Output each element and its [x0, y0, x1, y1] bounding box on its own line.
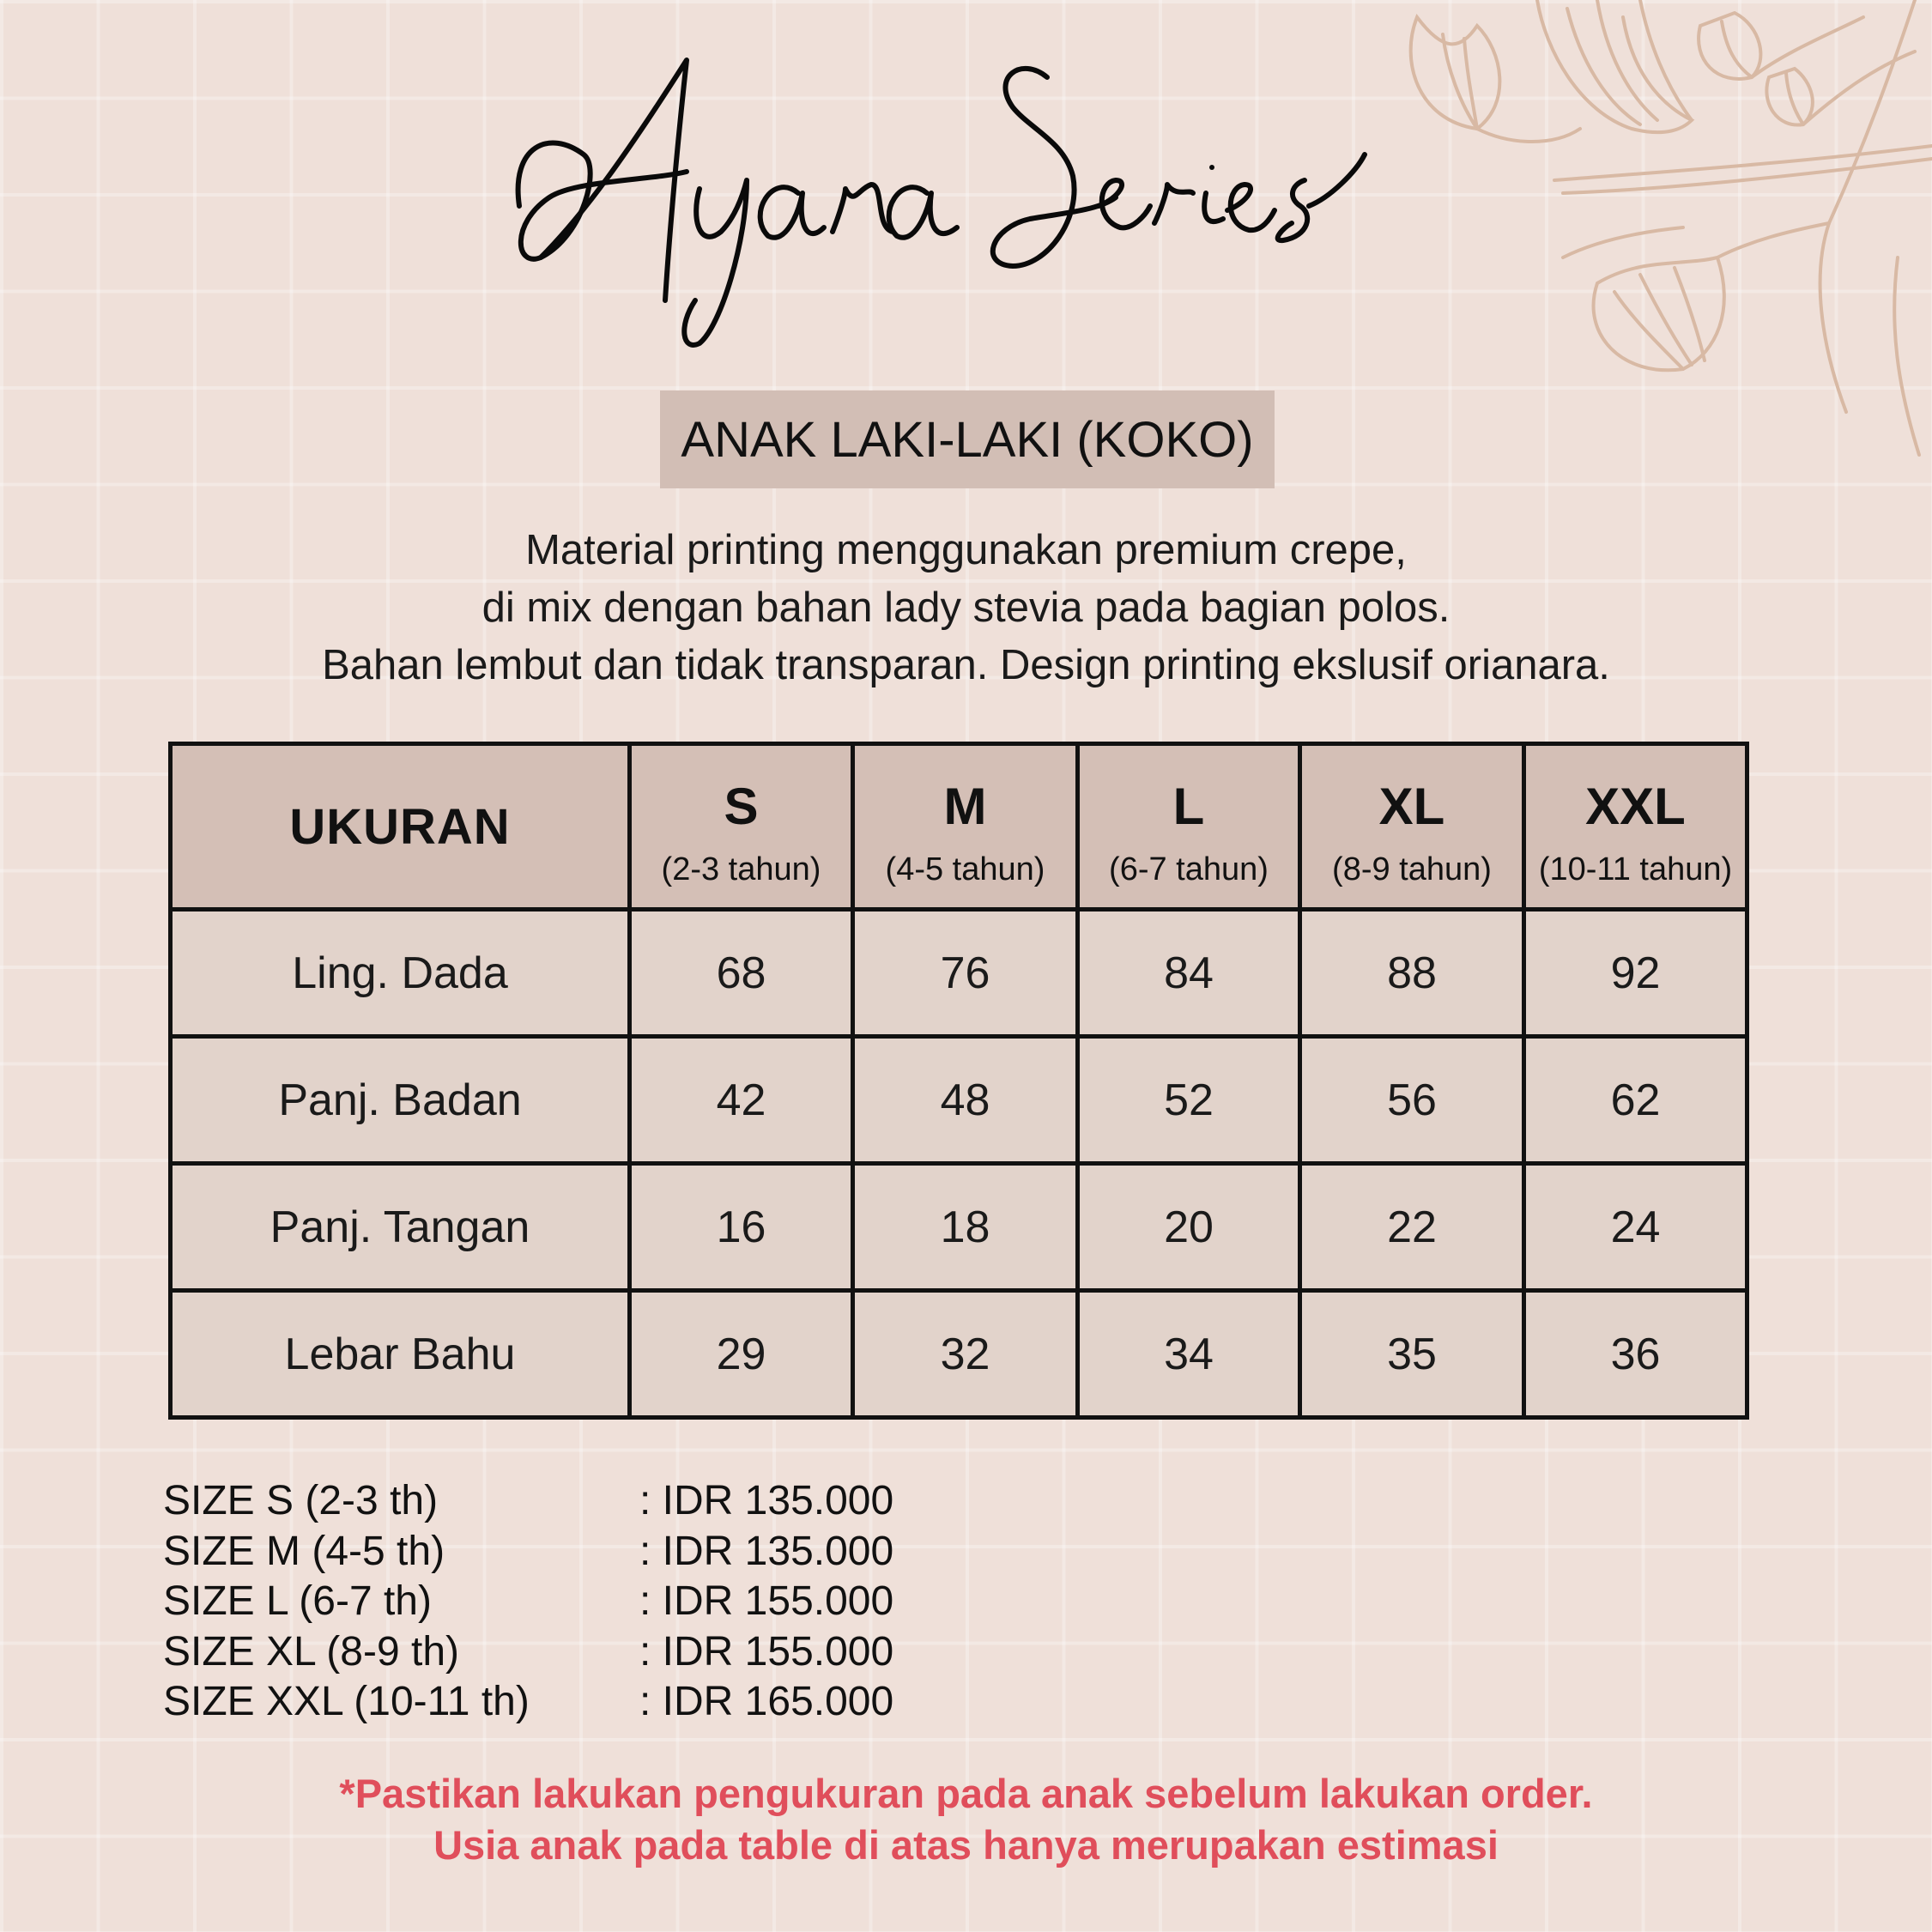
price-row: [163, 1527, 893, 1578]
price-size-label: SIZE S (2-3 th): [163, 1478, 439, 1523]
table-cell: 68: [630, 910, 853, 1037]
table-cell: 29: [630, 1291, 853, 1418]
description: [0, 522, 1932, 694]
table-cell: 22: [1300, 1164, 1524, 1291]
table-cell: 42: [630, 1037, 853, 1164]
price-size-label: SIZE M (4-5 th): [163, 1528, 445, 1574]
price-row: [163, 1627, 893, 1678]
table-row: [171, 1037, 1747, 1164]
description-line: Material printing menggunakan premium crepe,: [525, 527, 1407, 573]
table-row: [171, 1291, 1747, 1418]
header-size-xxl: [1524, 744, 1747, 910]
table-cell: 76: [853, 910, 1078, 1037]
header-age-label: (10-11 tahun): [1538, 851, 1733, 887]
price-value: : IDR 165.000: [639, 1679, 894, 1724]
header-age-label: (4-5 tahun): [885, 851, 1045, 887]
table-cell: 32: [853, 1291, 1078, 1418]
header-age-label: (2-3 tahun): [661, 851, 821, 887]
table-cell: 18: [853, 1164, 1078, 1291]
price-row: [163, 1577, 893, 1627]
row-label: Ling. Dada: [171, 910, 630, 1037]
header-ukuran-label: UKURAN: [289, 798, 511, 855]
table-cell: 92: [1524, 910, 1747, 1037]
header-size-xl: [1300, 744, 1524, 910]
price-value: : IDR 155.000: [639, 1578, 894, 1624]
row-label: Panj. Badan: [171, 1037, 630, 1164]
price-row: [163, 1677, 893, 1728]
row-label: Lebar Bahu: [171, 1291, 630, 1418]
price-value: : IDR 135.000: [639, 1528, 894, 1574]
description-line: di mix dengan bahan lady stevia pada bagian polos.: [481, 584, 1451, 631]
header-size-s: [630, 744, 853, 910]
header-age-label: (6-7 tahun): [1109, 851, 1269, 887]
header-size-m: [853, 744, 1078, 910]
title-script-drawing: [515, 43, 1416, 369]
price-size-label: SIZE XXL (10-11 th): [163, 1679, 530, 1724]
size-table: [168, 742, 1749, 1420]
price-row: [163, 1476, 893, 1527]
price-value: : IDR 155.000: [639, 1628, 894, 1675]
table-cell: 35: [1300, 1291, 1524, 1418]
table-cell: 20: [1078, 1164, 1300, 1291]
header-size-label: M: [943, 778, 987, 835]
header-size-l: [1078, 744, 1300, 910]
table-cell: 62: [1524, 1037, 1747, 1164]
category-badge: ANAK LAKI-LAKI (KOKO): [660, 391, 1275, 488]
header-size-label: XL: [1378, 778, 1445, 835]
price-value: : IDR 135.000: [639, 1478, 894, 1523]
table-cell: 16: [630, 1164, 853, 1291]
table-header-row: [171, 744, 1747, 910]
header-age-label: (8-9 tahun): [1332, 851, 1492, 887]
price-list: [163, 1476, 893, 1728]
table-cell: 52: [1078, 1037, 1300, 1164]
note-line: *Pastikan lakukan pengukuran pada anak sebelum lakukan order.: [339, 1771, 1593, 1816]
table-cell: 56: [1300, 1037, 1524, 1164]
floral-decoration-icon: [1383, 0, 1932, 463]
row-label: Panj. Tangan: [171, 1164, 630, 1291]
header-size-label: S: [724, 778, 759, 835]
note-line: Usia anak pada table di atas hanya merupakan estimasi: [433, 1822, 1499, 1868]
price-size-label: SIZE L (6-7 th): [163, 1578, 432, 1624]
price-size-label: SIZE XL (8-9 th): [163, 1628, 459, 1675]
table-cell: 88: [1300, 910, 1524, 1037]
title-script: [515, 43, 1416, 369]
description-line: Bahan lembut dan tidak transparan. Design printing ekslusif orianara.: [322, 642, 1610, 688]
table-cell: 34: [1078, 1291, 1300, 1418]
table-cell: 84: [1078, 910, 1300, 1037]
header-size-label: XXL: [1585, 778, 1686, 835]
table-cell: 24: [1524, 1164, 1747, 1291]
table-cell: 36: [1524, 1291, 1747, 1418]
table-row: [171, 1164, 1747, 1291]
header-ukuran: [171, 744, 630, 910]
table-row: [171, 910, 1747, 1037]
measurement-note: [0, 1768, 1932, 1871]
table-cell: 48: [853, 1037, 1078, 1164]
header-size-label: L: [1172, 778, 1205, 835]
